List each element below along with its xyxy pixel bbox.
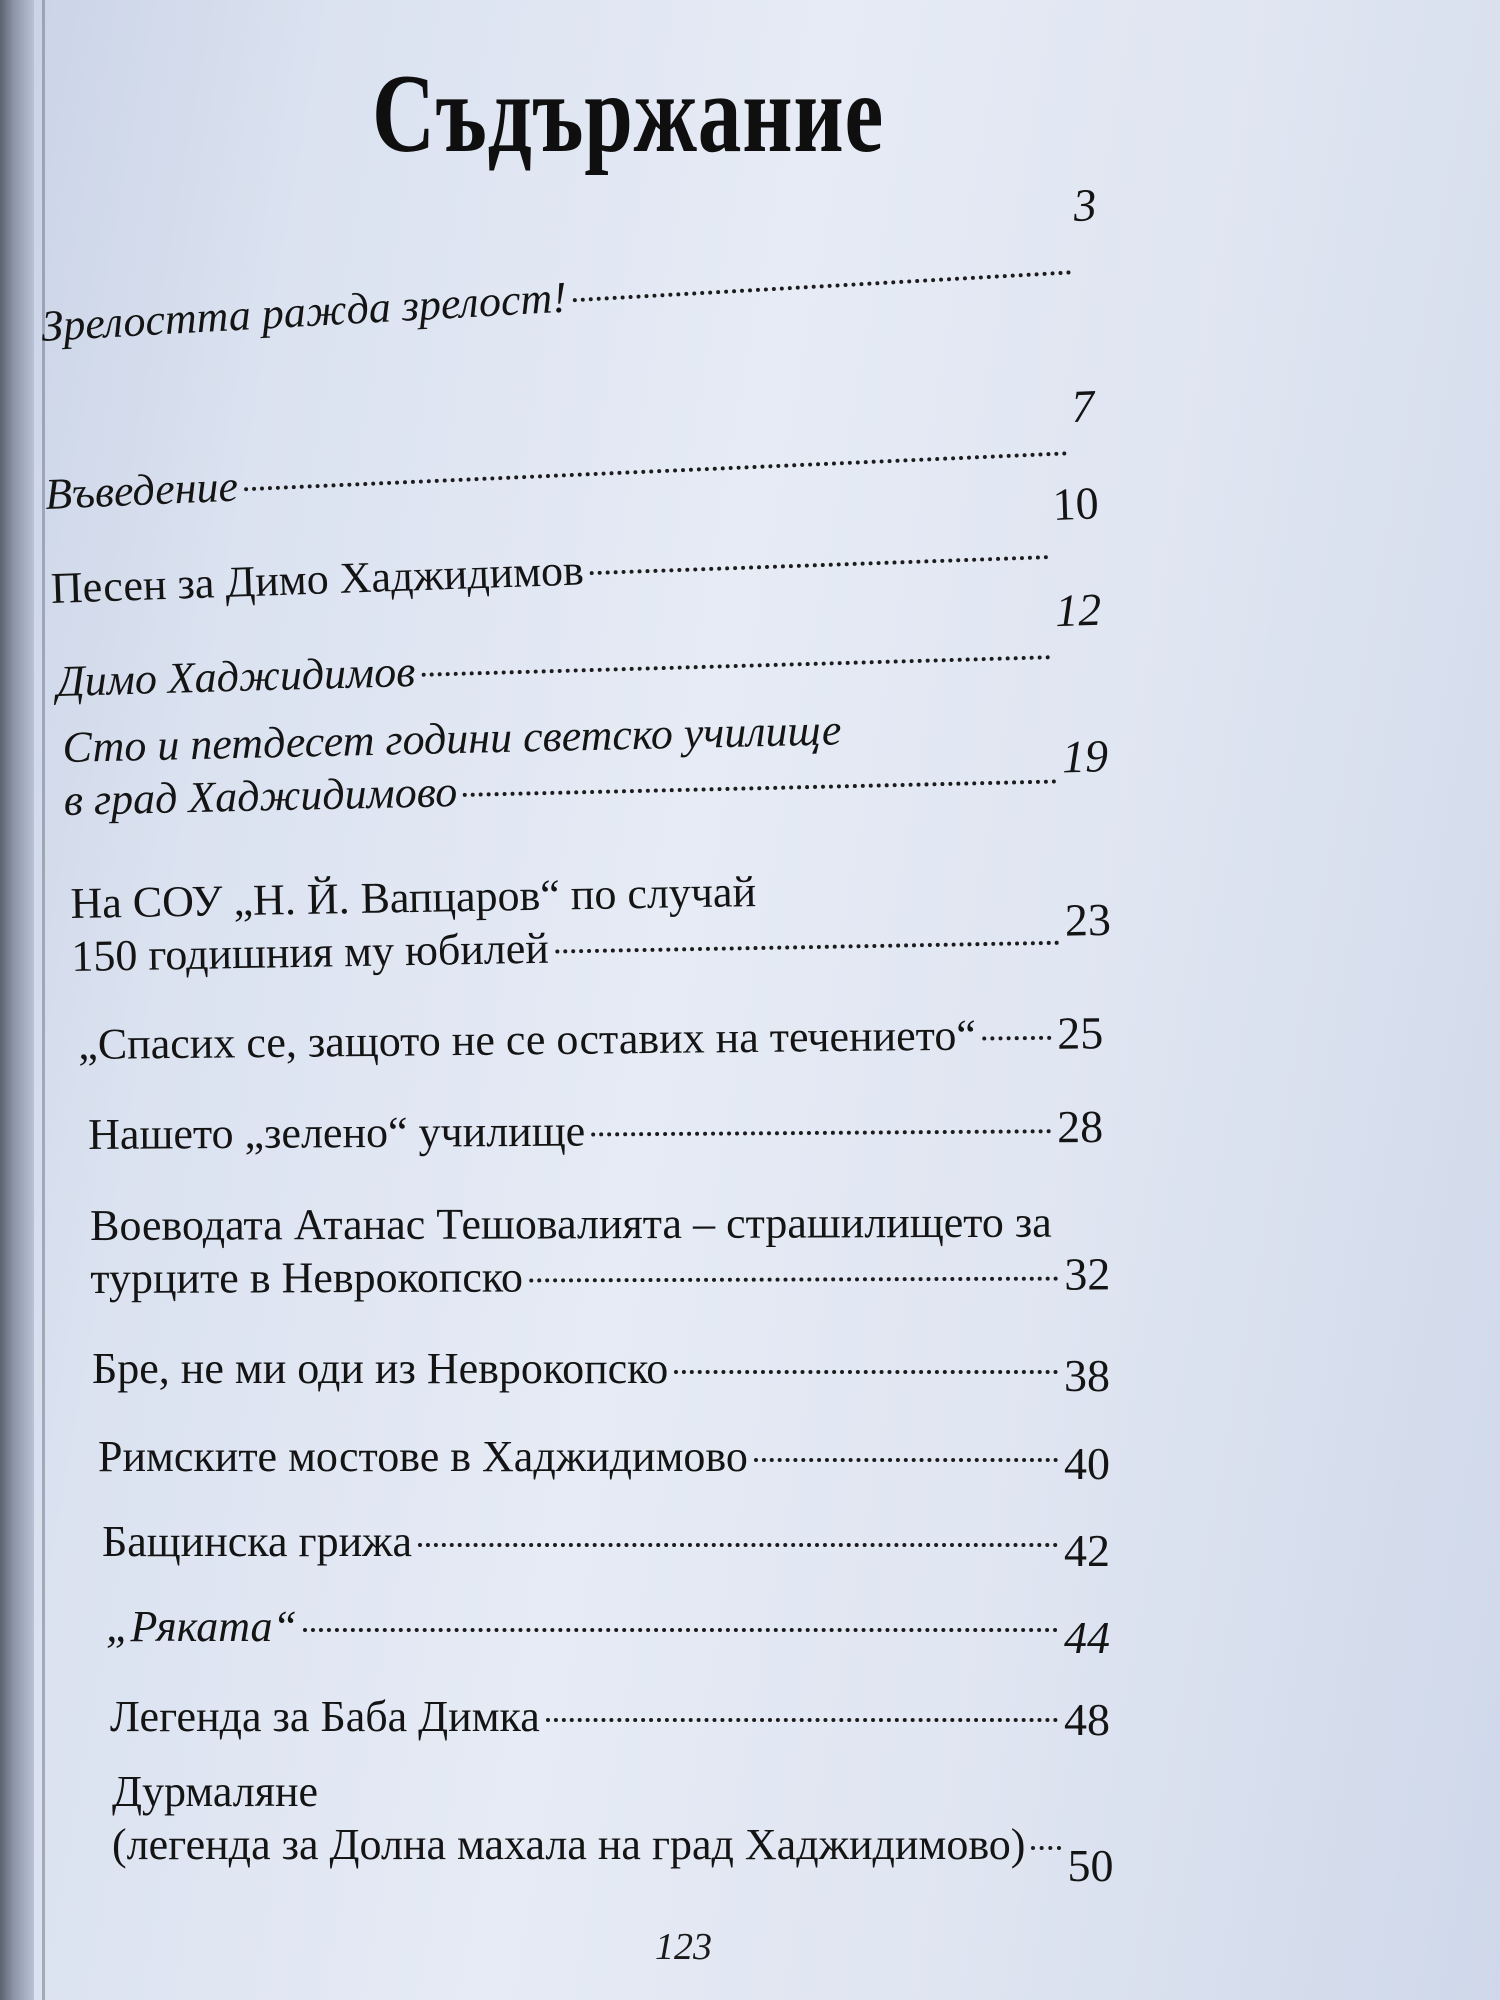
toc-entry-page: 19	[1061, 730, 1109, 783]
toc-entry[interactable]	[98, 1430, 1110, 1489]
toc-entry[interactable]	[106, 1600, 1110, 1663]
toc-entry[interactable]	[92, 1342, 1110, 1401]
toc-entry-page: 38	[1064, 1350, 1110, 1401]
toc-entry-title-line: Дурмаляне	[112, 1767, 319, 1816]
toc-entry-page: 40	[1064, 1438, 1110, 1489]
toc-entry[interactable]	[90, 1196, 1110, 1305]
toc-entry-page: 28	[1056, 1100, 1104, 1153]
toc-entry-title-line: На СОУ „Н. Й. Вапцаров“ по случай	[70, 867, 757, 928]
dot-leader	[463, 779, 1056, 796]
page-title: Съдържание	[372, 52, 884, 176]
toc-entry-page: 25	[1056, 1007, 1104, 1059]
toc-entry[interactable]	[70, 860, 1112, 983]
toc-entry-page: 50	[1067, 1840, 1114, 1891]
toc-entry-title: Бре, не ми оди из Неврокопско	[92, 1344, 669, 1393]
dot-leader	[754, 1458, 1058, 1462]
page-number: 123	[655, 1926, 712, 1968]
toc-entry-title-line: Воеводата Атанас Тешовалията – страшилището за	[90, 1197, 1052, 1250]
toc-entry[interactable]	[56, 583, 1103, 708]
toc-entry-title: Легенда за Баба Димка	[110, 1692, 540, 1741]
toc-entry-page: 44	[1064, 1612, 1110, 1663]
toc-entry-title: Въведение	[44, 461, 239, 519]
toc-entry[interactable]	[102, 1515, 1110, 1576]
toc-entry-title: Димо Хаджидимов	[56, 646, 416, 706]
dot-leader	[573, 270, 1071, 302]
toc-entry-title: в град Хаджидимово	[63, 767, 458, 825]
toc-entry-title: Римските мостове в Хаджидимово	[98, 1432, 748, 1481]
toc-entry-title: „Спасих се, защото не се оставих на течението“	[78, 1010, 977, 1069]
toc-entry-title: турците в Неврокопско	[90, 1252, 524, 1303]
dot-leader	[418, 1543, 1058, 1547]
dot-leader	[590, 555, 1049, 575]
toc-entry[interactable]	[78, 1007, 1103, 1071]
dot-leader	[591, 1129, 1051, 1136]
toc-entry-page: 42	[1064, 1525, 1110, 1576]
toc-entry-title-line: Сто и петдесет години светско училище	[62, 705, 842, 772]
toc-entry-page: 12	[1054, 583, 1102, 637]
dot-leader	[674, 1370, 1058, 1374]
dot-leader	[555, 941, 1059, 954]
toc-entry-title: 150 годишния му юбилей	[70, 923, 550, 981]
dot-leader	[1031, 1846, 1061, 1850]
toc-entry-page: 10	[1051, 477, 1100, 530]
toc-entry-title: Нашето „зелено“ училище	[88, 1106, 586, 1159]
toc-entry[interactable]	[112, 1766, 1114, 1891]
toc-entry-page: 32	[1064, 1248, 1111, 1300]
dot-leader	[303, 1628, 1058, 1632]
dot-leader	[546, 1718, 1058, 1722]
dot-leader	[982, 1036, 1051, 1041]
dot-leader	[421, 655, 1050, 677]
toc-entry[interactable]	[44, 380, 1097, 521]
toc-entry-page: 7	[1070, 380, 1096, 433]
toc-entry-title: Песен за Димо Хаджидимов	[50, 545, 585, 613]
toc-entry[interactable]	[88, 1101, 1103, 1161]
toc-entry[interactable]	[62, 698, 1109, 827]
dot-leader	[244, 451, 1067, 491]
dot-leader	[529, 1277, 1058, 1283]
toc-entry-page: 48	[1064, 1694, 1110, 1745]
toc-entry-page: 23	[1064, 893, 1112, 946]
toc-entry-title: „Ряката“	[106, 1602, 297, 1651]
toc-entry-page: 3	[1071, 178, 1098, 232]
toc-entry-title: (легенда за Долна махала на град Хаджидимово)	[112, 1820, 1026, 1869]
toc-entry-title: Зрелостта ражда зрелост!	[40, 272, 569, 351]
toc-entry[interactable]	[40, 178, 1101, 353]
toc-entry[interactable]	[110, 1690, 1110, 1743]
toc-entry-title: Бащинска грижа	[102, 1517, 413, 1566]
